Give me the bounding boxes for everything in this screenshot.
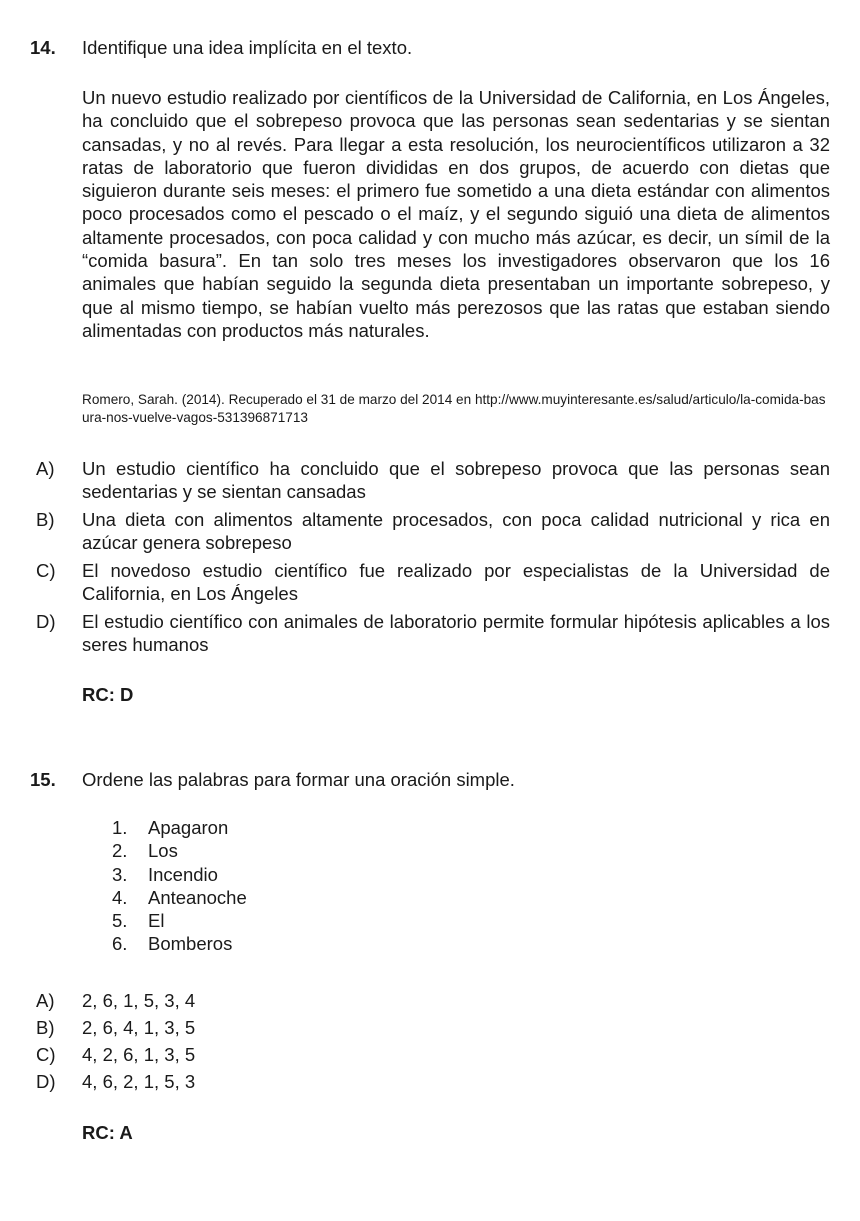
- word-item: [112, 886, 247, 909]
- question-14-option-a[interactable]: [36, 457, 830, 503]
- question-15-word-list: [112, 816, 247, 956]
- question-15-option-c[interactable]: [36, 1041, 830, 1068]
- option-text: Un estudio científico ha concluido que el sobrepeso provoca que las personas sean sedentarias y se sientan cansadas: [82, 458, 830, 502]
- word-text: Los: [148, 840, 178, 862]
- question-14-prompt: Identifique una idea implícita en el texto.: [82, 37, 413, 58]
- option-letter: C): [36, 1044, 56, 1065]
- option-text: El novedoso estudio científico fue realizado por especialistas de la Universidad de California, en Los Ángeles: [82, 560, 830, 604]
- option-text: 2, 6, 4, 1, 3, 5: [82, 1017, 196, 1038]
- word-number: 4.: [112, 886, 128, 908]
- question-15-prompt: Ordene las palabras para formar una oración simple.: [82, 769, 515, 790]
- option-letter: C): [36, 560, 56, 581]
- word-text: Anteanoche: [148, 886, 247, 908]
- option-text: 4, 2, 6, 1, 3, 5: [82, 1044, 196, 1065]
- option-text: Una dieta con alimentos altamente procesados, con poca calidad nutricional y rica en azúcar genera sobrepeso: [82, 509, 830, 553]
- question-14-options: [36, 457, 830, 656]
- word-item: [112, 909, 247, 932]
- question-15-number: 15.: [30, 769, 56, 790]
- question-14-passage: Un nuevo estudio realizado por científicos de la Universidad de California, en Los Ángeles, ha concluido que el sobrepeso provoca que las personas sean sedentarias y se sientan cansadas, y no al revés. Para llegar a esta resolución, los neurocientíficos utilizaron a 32 ratas de laboratorio que fueron divididas en dos grupos, de acuerdo con dietas que siguieron durante seis meses: el primero fue sometido a una dieta estándar con alimentos poco procesados como el pescado o el maíz, y el segundo siguió una dieta de alimentos altamente procesados, con poca calidad y con mucho más azúcar, es decir, un símil de la “comida basura”. En tan solo tres meses los investigadores observaron que los 16 animales que habían seguido la segunda dieta presentaban un importante sobrepeso, y que al mismo tiempo, se habían vuelto más perezosos que las ratas que estaban siendo alimentadas con productos más naturales.: [82, 87, 830, 341]
- question-15-option-d[interactable]: [36, 1068, 830, 1095]
- word-item: [112, 932, 247, 955]
- option-letter: D): [36, 611, 56, 632]
- word-number: 1.: [112, 817, 128, 838]
- option-letter: A): [36, 990, 55, 1011]
- option-letter: A): [36, 458, 55, 479]
- word-text: Apagaron: [148, 817, 229, 838]
- question-14-number: 14.: [30, 37, 56, 58]
- option-text: 4, 6, 2, 1, 5, 3: [82, 1071, 196, 1092]
- option-text: 2, 6, 1, 5, 3, 4: [82, 990, 196, 1011]
- word-text: Incendio: [148, 863, 218, 885]
- question-14-option-d[interactable]: [36, 610, 830, 656]
- word-item: [112, 839, 247, 862]
- word-text: Bomberos: [148, 933, 233, 955]
- word-number: 2.: [112, 840, 128, 862]
- word-item: [112, 816, 247, 839]
- question-15-answer: RC: A: [82, 1122, 133, 1143]
- question-15-option-a[interactable]: [36, 987, 830, 1014]
- question-14-answer: RC: D: [82, 684, 134, 705]
- word-number: 5.: [112, 910, 128, 932]
- option-text: El estudio científico con animales de laboratorio permite formular hipótesis aplicables a los seres humanos: [82, 611, 830, 655]
- word-number: 3.: [112, 863, 128, 885]
- word-item: [112, 863, 247, 886]
- question-15-options: [36, 987, 830, 1095]
- question-14-option-b[interactable]: [36, 508, 830, 554]
- option-letter: D): [36, 1071, 56, 1092]
- question-15-option-b[interactable]: [36, 1014, 830, 1041]
- question-14-header: [30, 37, 412, 59]
- question-15-header: [30, 769, 515, 791]
- question-14-source: Romero, Sarah. (2014). Recuperado el 31 de marzo del 2014 en http://www.muyinteresante.es/salud/articulo/la-comida-basura-nos-vuelve-vagos-531396871713: [82, 392, 826, 425]
- question-14-option-c[interactable]: [36, 559, 830, 605]
- option-letter: B): [36, 509, 55, 530]
- option-letter: B): [36, 1017, 55, 1038]
- word-number: 6.: [112, 933, 128, 955]
- word-text: El: [148, 910, 165, 932]
